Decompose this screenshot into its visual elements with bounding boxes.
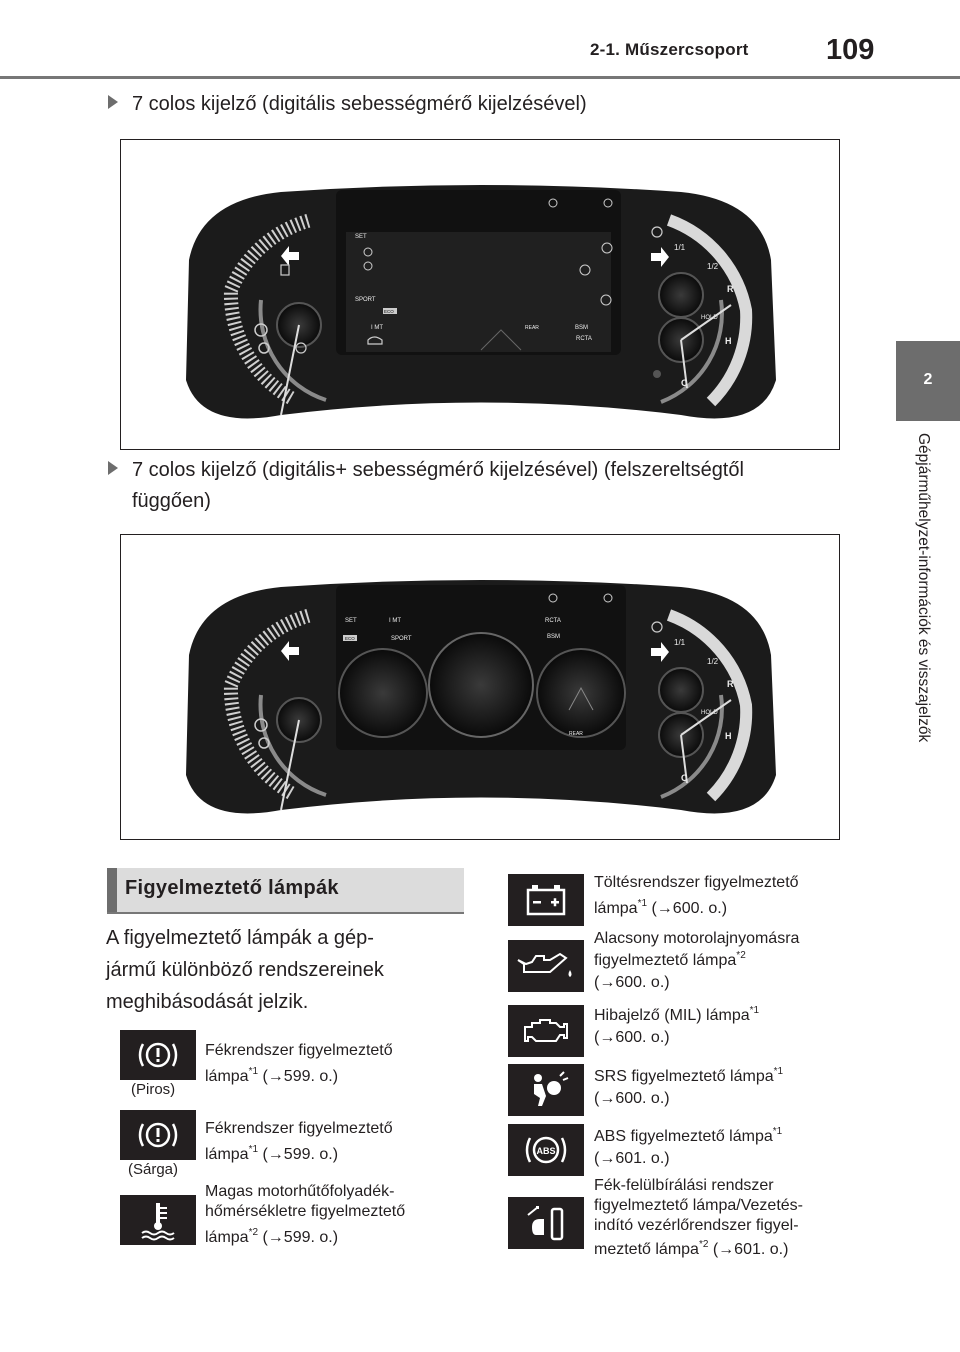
section-heading (107, 868, 464, 914)
brake-override-icon (508, 1197, 584, 1249)
desc-text: figyelmeztető lámpa (594, 952, 737, 969)
chapter-title: Gépjárműhelyzet-információk és visszajelzők (915, 433, 932, 743)
desc-text: lámpa (205, 1146, 249, 1163)
rcta-label: RCTA (545, 618, 561, 624)
lamp-description (594, 1066, 783, 1110)
bullet-text: 7 colos kijelző (digitális sebességmérő kijelzésével) (132, 93, 587, 115)
range-label: R (727, 679, 734, 689)
desc-text: lámpa (205, 1229, 249, 1246)
page-reference: (→599. o.) (258, 1146, 339, 1163)
brake-warning-icon (120, 1030, 196, 1080)
cold-label: C (681, 773, 688, 783)
desc-line: Fékrendszer figyelmeztető (205, 1120, 393, 1137)
lamp-description (205, 1182, 405, 1248)
bullet-triangle-icon (108, 95, 118, 109)
desc-line: Töltésrendszer figyelmeztető (594, 874, 799, 891)
page-reference: (→601. o.) (708, 1241, 789, 1258)
footnote-mark: *2 (248, 1227, 259, 1238)
instrument-cluster-illustration (121, 535, 839, 839)
bullet-item (108, 454, 744, 486)
desc-line (594, 1005, 759, 1027)
desc-text: SRS figyelmeztető lámpa (594, 1068, 774, 1085)
section-heading-bar (107, 868, 117, 912)
bullet-item (108, 88, 587, 120)
imt-label: I MT (389, 618, 401, 624)
svg-text:ABS: ABS (536, 1146, 556, 1156)
bsm-label: BSM (547, 634, 561, 640)
cluster-figure-digital-plus (120, 534, 840, 840)
rcta-label: RCTA (576, 336, 592, 342)
desc-line (594, 1066, 783, 1088)
page-reference: (→599. o.) (258, 1068, 339, 1085)
desc-line: indító vezérlőrendszer figyel- (594, 1217, 799, 1234)
abs-icon (508, 1124, 584, 1176)
footnote-mark: *2 (698, 1239, 709, 1250)
fuel-half-label: 1/2 (707, 657, 719, 666)
desc-line (594, 1240, 803, 1260)
lamp-description (594, 1126, 782, 1170)
fuel-full-label: 1/1 (674, 638, 686, 647)
desc-line (205, 1066, 393, 1088)
desc-text: Hibajelző (MIL) lámpa (594, 1007, 750, 1024)
coolant-temperature-icon (120, 1195, 196, 1245)
header-rule (0, 76, 960, 79)
footnote-mark: *1 (248, 1144, 259, 1155)
page-number: 109 (826, 34, 875, 66)
desc-text: ABS figyelmeztető lámpa (594, 1128, 773, 1145)
lamp-description (205, 1040, 393, 1088)
fuel-half-label: 1/2 (707, 262, 719, 271)
sport-label: SPORT (355, 297, 376, 303)
imt-label: I MT (371, 325, 383, 331)
desc-text: lámpa (205, 1068, 249, 1085)
set-label: SET (345, 618, 357, 624)
lamp-description (205, 1118, 393, 1166)
lamp-caption: (Piros) (131, 1081, 176, 1098)
eco-label: ECO (384, 309, 394, 314)
lamp-description (594, 1176, 803, 1260)
chapter-number: 2 (923, 371, 933, 388)
intro-line: meghibásodását jelzik. (106, 991, 309, 1013)
lamp-caption: (Sárga) (128, 1161, 179, 1178)
footnote-mark: *1 (773, 1066, 784, 1077)
lamp-description (594, 1005, 759, 1049)
page-reference: (→601. o.) (594, 1150, 670, 1167)
brake-warning-icon (120, 1110, 196, 1160)
desc-line (594, 1126, 782, 1148)
page-reference: (→600. o.) (594, 974, 670, 991)
footnote-mark: *1 (637, 898, 648, 909)
desc-line (205, 1228, 405, 1248)
fuel-full-label: 1/1 (674, 243, 686, 252)
battery-icon (508, 874, 584, 926)
footnote-mark: *2 (736, 950, 746, 961)
hold-label: HOLD (701, 315, 718, 321)
chapter-tab (896, 341, 960, 421)
bullet-text-continued: függően) (132, 490, 211, 512)
desc-line: Magas motorhűtőfolyadék- (205, 1183, 395, 1200)
footnote-mark: *1 (749, 1005, 760, 1016)
desc-line: Alacsony motorolajnyomásra (594, 930, 800, 947)
page-reference: (→600. o.) (594, 1029, 670, 1046)
oil-pressure-icon (508, 940, 584, 992)
section-intro (106, 922, 456, 1018)
desc-line: Fékrendszer figyelmeztető (205, 1042, 393, 1059)
intro-line: jármű különböző rendszereinek (106, 959, 384, 981)
instrument-cluster-illustration (121, 140, 839, 449)
page-reference: (→600. o.) (594, 1090, 670, 1107)
intro-line: A figyelmeztető lámpák a gép- (106, 927, 374, 949)
page-reference: (→599. o.) (258, 1229, 339, 1246)
hold-label: HOLD (701, 710, 718, 716)
footnote-mark: *1 (248, 1066, 259, 1077)
running-header-section: 2-1. Műszercsoport (590, 40, 749, 59)
hot-label: H (725, 731, 732, 741)
cold-label: C (681, 378, 688, 388)
rear-label: REAR (525, 325, 539, 331)
bsm-label: BSM (575, 325, 589, 331)
srs-airbag-icon (508, 1064, 584, 1116)
desc-text: lámpa (594, 900, 638, 917)
lamp-description (594, 872, 799, 920)
footnote-mark: *1 (772, 1126, 783, 1137)
cluster-figure-digital (120, 139, 840, 450)
sport-label: SPORT (391, 636, 412, 642)
desc-line (594, 898, 799, 920)
eco-label: ECO (345, 636, 355, 641)
range-label: R (727, 284, 734, 294)
page-reference: (→600. o.) (647, 900, 728, 917)
hot-label: H (725, 336, 732, 346)
check-engine-icon (508, 1005, 584, 1057)
desc-line: hőmérsékletre figyelmeztető (205, 1203, 406, 1220)
desc-text: meztető lámpa (594, 1241, 699, 1258)
desc-line: figyelmeztető lámpa/Vezetés- (594, 1197, 803, 1214)
desc-line (594, 950, 799, 972)
bullet-triangle-icon (108, 461, 118, 475)
section-title: Figyelmeztető lámpák (125, 877, 339, 899)
desc-line: Fék-felülbírálási rendszer (594, 1177, 774, 1194)
bullet-text: 7 colos kijelző (digitális+ sebességmérő kijelzésével) (felszereltségtől (132, 459, 744, 481)
set-label: SET (355, 234, 367, 240)
rear-label: REAR (569, 731, 583, 737)
lamp-description (594, 928, 799, 994)
desc-line (205, 1144, 393, 1166)
